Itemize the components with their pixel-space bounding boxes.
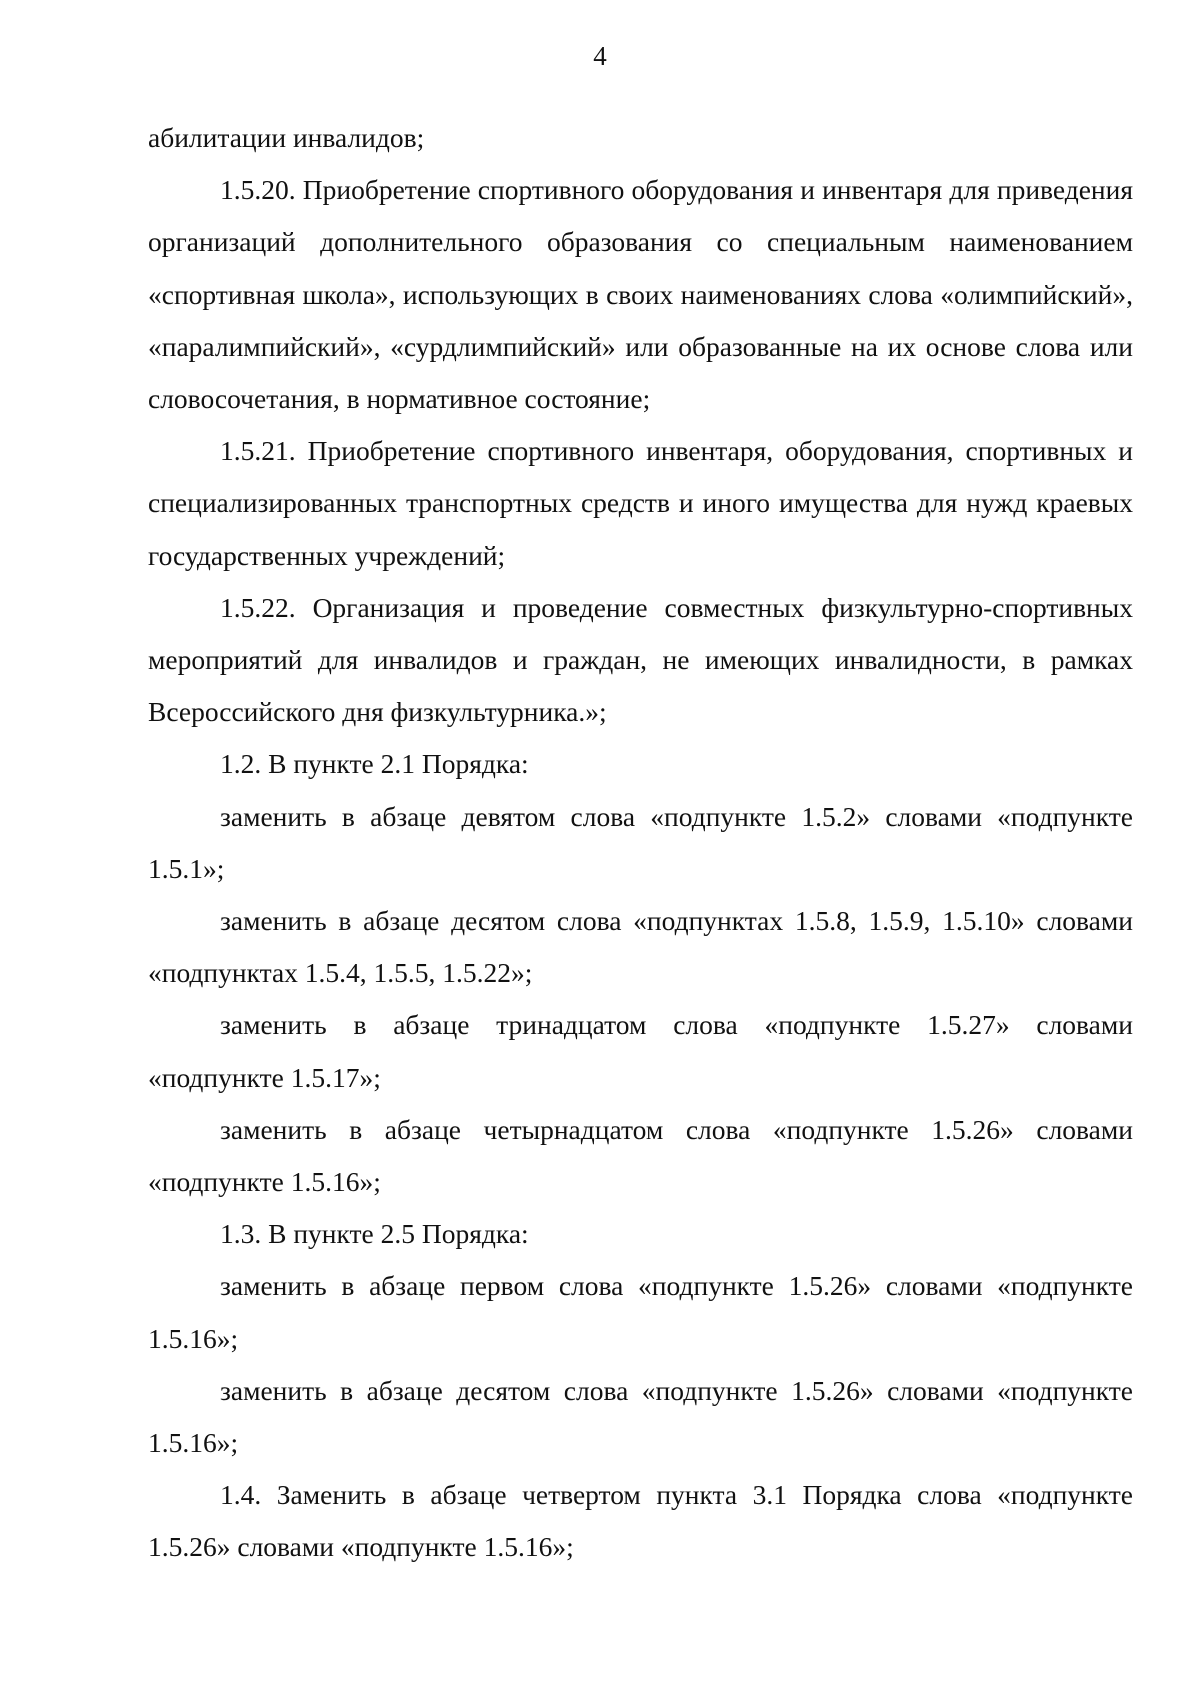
paragraph-1-3-item-2: заменить в абзаце десятом слова «подпункте 1.5.26» словами «подпункте 1.5.16»; — [148, 1374, 1133, 1459]
paragraph-1-2-heading: 1.2. В пункте 2.1 Порядка: — [220, 748, 529, 780]
paragraph-1-2-item-4: заменить в абзаце четырнадцатом слова «подпункте 1.5.26» словами «подпункте 1.5.16»; — [148, 1113, 1133, 1198]
paragraph-1-3-heading: 1.3. В пункте 2.5 Порядка: — [220, 1218, 529, 1250]
document-body — [148, 112, 1133, 1574]
paragraph-1-5-22: 1.5.22. Организация и проведение совместных физкультурно-спортивных мероприятий для инвалидов и граждан, не имеющих инвалидности, в рамках Всероссийского дня физкультурника.»; — [148, 591, 1133, 728]
paragraph-continuation: абилитации инвалидов; — [148, 122, 425, 153]
paragraph-1-5-20: 1.5.20. Приобретение спортивного оборудования и инвентаря для приведения организаций дополнительного образования со специальным наименованием «спортивная школа», использующих в своих наименованиях слова «олимпийский», «паралимпийский», «сурдлимпийский» или образованные на их основе слова или словосочетания, в нормативное состояние; — [148, 174, 1133, 415]
paragraph-1-2-item-2: заменить в абзаце десятом слова «подпунктах 1.5.8, 1.5.9, 1.5.10» словами «подпунктах 1.5.4, 1.5.5, 1.5.22»; — [148, 905, 1133, 989]
paragraph-1-2-item-1: заменить в абзаце девятом слова «подпункте 1.5.2» словами «подпункте 1.5.1»; — [148, 800, 1133, 884]
paragraph-1-4: 1.4. Заменить в абзаце четвертом пункта 3.1 Порядка слова «подпункте 1.5.26» словами «подпункте 1.5.16»; — [148, 1479, 1133, 1563]
paragraph-1-2-item-3: заменить в абзаце тринадцатом слова «подпункте 1.5.27» словами «подпункте 1.5.17»; — [148, 1009, 1133, 1093]
paragraph-1-3-item-1: заменить в абзаце первом слова «подпункте 1.5.26» словами «подпункте 1.5.16»; — [148, 1270, 1133, 1354]
page-number: 4 — [593, 41, 607, 71]
paragraph-1-5-21: 1.5.21. Приобретение спортивного инвентаря, оборудования, спортивных и специализированных транспортных средств и иного имущества для нужд краевых государственных учреждений; — [148, 435, 1133, 571]
